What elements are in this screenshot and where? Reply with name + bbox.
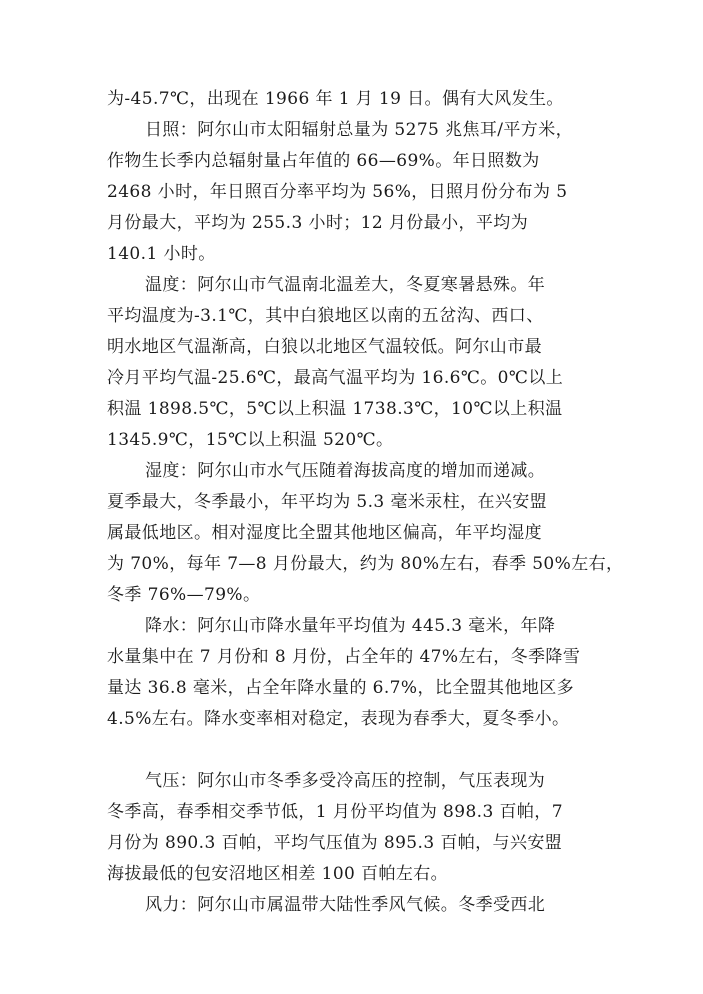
text-line: 日照：阿尔山市太阳辐射总量为 5275 兆焦耳/平方米， [145,120,573,140]
text-line: 风力：阿尔山市属温带大陆性季风气候。冬季受西北 [145,895,546,915]
text-line: 温度：阿尔山市气温南北温差大，冬夏寒暑悬殊。年 [145,275,546,295]
text-line: 夏季最大，冬季最小，年平均为 5.3 毫米汞柱，在兴安盟 [107,492,548,512]
text-line: 海拔最低的包安沼地区相差 100 百帕左右。 [107,864,449,884]
text-line: 量达 36.8 毫米，占全年降水量的 6.7%，比全盟其他地区多 [107,678,575,698]
text-line: 月份最大，平均为 255.3 小时；12 月份最小，平均为 [107,213,529,233]
text-line: 4.5%左右。降水变率相对稳定，表现为春季大，夏冬季小。 [107,709,570,729]
text-line: 为-45.7℃，出现在 1966 年 1 月 19 日。偶有大风发生。 [107,89,564,109]
text-line: 2468 小时，年日照百分率平均为 56%，日照月份分布为 5 [107,182,568,202]
text-line: 冬季高，春季相交季节低，1 月份平均值为 898.3 百帕，7 [107,802,563,822]
text-line: 积温 1898.5℃，5℃以上积温 1738.3℃，10℃以上积温 [107,399,563,419]
text-line: 冬季 76%—79%。 [107,585,261,605]
text-line: 属最低地区。相对湿度比全盟其他地区偏高，年平均湿度 [107,523,542,543]
text-line: 湿度：阿尔山市水气压随着海拔高度的增加而递减。 [145,461,546,481]
text-line: 1345.9℃，15℃以上积温 520℃。 [107,430,394,450]
text-line: 平均温度为-3.1℃，其中白狼地区以南的五岔沟、西口、 [107,306,544,326]
text-line: 明水地区气温渐高，白狼以北地区气温较低。阿尔山市最 [107,337,542,357]
text-line: 降水：阿尔山市降水量年平均值为 445.3 毫米，年降 [145,616,556,636]
text-line: 140.1 小时。 [107,244,216,264]
text-line: 作物生长季内总辐射量占年值的 66—69%。年日照数为 [107,151,540,171]
text-line: 为 70%，每年 7—8 月份最大，约为 80%左右，春季 50%左右， [107,554,624,574]
text-line: 冷月平均气温-25.6℃，最高气温平均为 16.6℃。0℃以上 [107,368,564,388]
text-line: 水量集中在 7 月份和 8 月份，占全年的 47%左右，冬季降雪 [107,647,581,667]
text-line: 气压：阿尔山市冬季多受冷高压的控制，气压表现为 [145,771,546,791]
text-line: 月份为 890.3 百帕，平均气压值为 895.3 百帕，与兴安盟 [107,833,563,853]
